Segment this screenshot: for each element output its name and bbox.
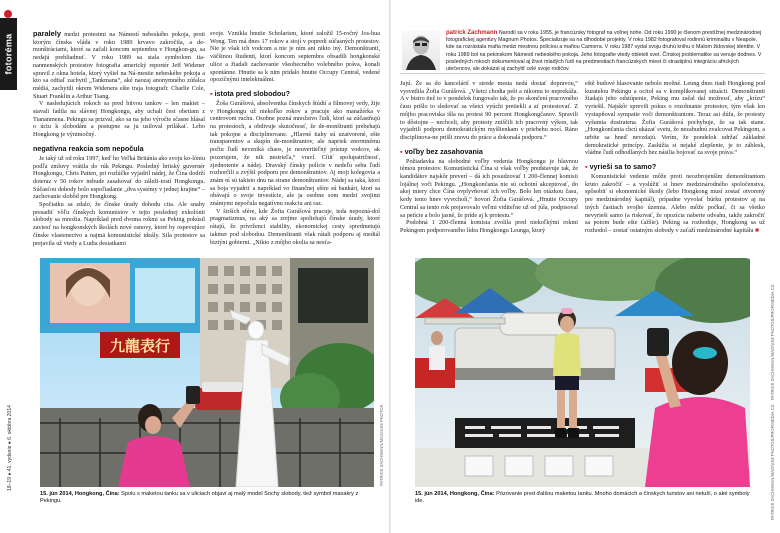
- lead-word: paralely: [33, 30, 61, 38]
- col2-paragraph-1: svoje. Vznikla hnutie Scholarism, ktoré založil 15-ročný Jos-hua Wong. Ten má dnes 17 rokov a stojí v popredí súčasných protestov. Nie je však ich vodcom a nie je ním ani nikto iný. Demonštranti, väčšinou študenti, ktorí koncom septembra obsadili hongkonské ulice a žiadali zachovanie všeobecného volebného práva, konali spontánne. Hnutie sa k nim pridalo hnutie Occupy Central, vedené opozičnými intelektuálmi.: [210, 30, 380, 84]
- section-tab: [0, 18, 17, 90]
- article-column-3: [400, 80, 578, 277]
- col3-paragraph-1: Jujú. Že sa do kancelárií v strede mesta nedá dostať dopravou,“ vysvetlila Žofia Gurášová. „Všetci chodia peši a nikomu to neprekáža. A v bistro tiež to v pondelok fungovalo tak, že po skončení pracovného času prišlo to sledovať sa všetci vyúchi pretiekli a ať protestovať. Z môjho pracoviska išla na protest 90 percent Hongkongčanov. Spravili to dôstojne – nechceli, aby protesty zniščili ich pracovný výkon, tak vyjadrili podporu demokratickým myšlienkam v priebehu nocí. Ráno disciplinova-ne prišli znovu do práce a dokonalá podporu.“: [400, 80, 578, 141]
- photographer-name: patrick Zachmann: [446, 30, 498, 36]
- article-column-4: [585, 80, 765, 277]
- photographer-byline: [400, 30, 765, 74]
- col3-paragraph-2: Požiadavka na slobodné voľby vedenia Hongkongu je hlavnou témou protestov. Komunistická Čína si však voľby predstavuje tak, že kandidátov najskôr preverí – dá ich posudzovať 1 200-člennej komisii lojálnej voči Pekingu. „Hongkončania nie sú ochotní akceptovať, do akej miery chce Čína ovplyvňovať ich voľby. Bolo len otázkou času, kedy tento hnev vyvrcholí,“ hovorí Žofia Gurášová. „Hnutie Occupy Central sa tento rok prejavovalo veľmi viditeľne už od júla, podpisoval sa petície a bolo jasné, že príde aj k protestu.“: [400, 157, 578, 219]
- section-dot-icon: [4, 10, 12, 18]
- col1-paragraph-3: Je taký už od roku 1997, keď ho Veľká Británia ako svoju ko-lóniu podľa zmluvy vrátila do rúk Pekingu. Posledný britský guvernér Hongkongu, Chris Patten, pri rozlúčke vyjadril nádej, že Čína dodrží doteraz v 50 rokov nebude zasahovať do záleži-tostí Hongkongu. Súčasťou dohody bolo uspoľiadanie „dva systémy v jednej krajine“ – zachovanie slobôd pre Hongkong.: [33, 154, 205, 201]
- photographer-bio: Narodil sa v roku 1955, je francúzsky fotograf na voľnej nohe. Od roku 1990 je členom prestížnej medzinárodnej fotografickej agentúry Magnum Photos. Špecializuje sa na dlhodobé projekty. V roku 1982 fotografoval rodinnú kriminalitu v Neapole, kde sa rozrástala mafia medzi mestnou políciou a mafiou Camorra. V roku 1987 vydal svoju druhú knihu o Malom židovskej identite. V roku 1989 bol na pekinskom Námestí nebeského pokoja. Jeho fotografie vtedy obleteli svet. Čínskej problematike sa venuje dodnes. V posledných rokoch dokumentoval aj život mladých ľudí na predmestiach francúzskych miest či strastiplnú integráciu afrických utečencov, ale dokázal aj zachytiť celé svoje rodičov.: [446, 30, 762, 73]
- article-column-1: [33, 30, 205, 277]
- col2-subheading: ▪ istota pred slobodou?: [210, 88, 291, 98]
- page-folio: 18–19 ● 41. vydanie ● 6. októbra 2014: [7, 405, 13, 491]
- col3-subheading: ▪ voľby bez zasahovania: [400, 146, 483, 156]
- col4-subheading: ▪ vyrieši sa to samo?: [585, 162, 657, 172]
- col4-paragraph-2: Komunistické vedenie môže proti neozbrojenším demonštrantom kruto zakročiť – a vyslúžiť si hnev medzinárodného spoločenstva, spôsobiť si ekonomické škody (lebo Hongkong musí zostať otvorený pre medzinárodný kapitál), prípadne vyvolať búrku protestov aj na iných častiach svojho územia. Alebo môže počkať, či sa všetko nevyrieši samo (a riskovať, že opozícia naberie odvahu, takže zakročiť sa potom bude ešte ťažšie). Peking sa rozhoduje, Hongkong sa už rozhodol – zostať ostatným slobody v zaťaží medzinárodné kapitálu ■: [585, 173, 765, 234]
- photo-hongkong-tank: [415, 258, 750, 487]
- shop-sign: 九龍表行: [109, 337, 171, 355]
- col1-paragraph-1: medzi protestmi na Námestí nebeského pokoja, proti ktorým čínska vláda v roku 1989 krvavo zakročila, a de-monštráciami, ktoré sa začali koncom septembra v Hongkon-gu, sa nedajú prehliadnuť. V roku 1989 sa stala symbolom tia-nanmenských protestov fotografia americký reportér Jeff Widener spravil z okna hotela, ktorý vyšiel na Ná-mestie nebeského pokoja a kto sa odtiaľ zachytil „Tankmana“, aké naozaj anonymného zúfalca médiá, zachytili okrem Widenera ešte traja fotografi: Charlie Cole, Stuart Franklin a Arthur Tsang.: [33, 31, 205, 100]
- photo-credit-right-bottom: PATRICK ZACHMANN/MAGNUM PHOTOS/PROFIMEDIA.CZ: [770, 404, 775, 520]
- col1-paragraph-2: V nasledujúcich rokoch sa pred bitvou tankov – len makiet – stavali fadila na slávnej Hongkongu, aby uchali čest obetiam z Tiananmena. Pekingu sa prizval, ako sa na jeho výročie sčasne hlásal o úctu k slobodám a postupne sa ju usiloval prilákať. Lebo Hongkong je výnimočný.: [33, 100, 205, 139]
- caption-right: 15. jún 2014, Hongkong, Čína: Pózovanie pred ďalšou maketou tanku. Mnoho domácich a čínskych turistov ani netuší, o aké symboly ide.: [415, 491, 750, 504]
- photo-hongkong-statue: [40, 258, 374, 487]
- col4-paragraph-1: eště budové hlasovanie nebolo možné. Leung dnes riadi Hongkong pod kuratelou Pekingu a ocitol sa v komplikovanej situácii. Demonštranti žiadajú jeho odstúpenie, Peking mu začal dal možnosť, aby „krízu“ vyriešil. Najskôr sprevili pokus o rozohnanie protestov, tým však len vystupňoval sympatie voči demonštrantom. Teraz asi dúfa, že protesty vyšumia dostratena. Žofia Gurášová pochybuje, že sa tak stane. „Hongkončania chcú ukázať svetu, že nezabudnú zvalcovat Pekingom, a urbite sa hneď nevzdajú. Verím, že pondelok udržať základné demokratické princípy. Zaslúžia si nejaké zlepšenie, je to záblesk, vládne ľudí odhodlaných bez násilia bojovať za svoje práva.“: [585, 80, 765, 157]
- photo-credit-right-top: PATRICK ZACHMANN/MAGNUM PHOTOS/PROFIMEDIA.CZ: [770, 284, 775, 400]
- article-column-2: [210, 30, 380, 277]
- page-gutter: [389, 0, 391, 533]
- col3-paragraph-3: Podobná 1 200-členná komisia zvolila pred niekoľkými rokmi Pekingom podporovaného lídra Hongkongu Leunga, ktorý: [400, 219, 578, 234]
- col1-paragraph-4: Spočiatku sa zdalo, že čínske úrady dohodu ctia. Ale snahy presadiť vôľu čínskych komunistov v tejto poslednej exkolónii slobody sa množia. Napríklad pred dvoma rokmi sa Peking pokúsil zaviesť na hongkonských školách nové osnovy, ktoré by ospevujúce čínske vlastenectvo a najmä komunistické ideály. Sila protestov sa prejavila už vtedy a Ludia desiatkami: [33, 201, 205, 247]
- col2-paragraph-3: V širších sfére, kde Žofia Gurášová pracuje, teda nepozná-dol pragmatizmus, na aký sa zrejme spoliehajú čínske úrady, ktoré rátajú, že prívrženci stability, ekonomickej cesty spredmetujú takmer pod slobodou. Demonštranti však rátali podporu aj mediál biztýni gobierni. „Nikto z môjho okolia sa nesťa-: [210, 207, 380, 246]
- col1-subheading: negatívna reakcia som nepočula: [33, 143, 144, 153]
- col2-paragraph-2: Žoša Gurášová, absolventka čínskych štúdií a filmovej vedy, žije v Hongkongu už niekoľko rokov a pracuje ako manažérka v centrovom ruchu. Osobne pozná množstvo ľudí, ktorí sa zúčastňujú na protestoch, a obdivuje skutočnosť, že de-monštranti prebehajú tak pokojne a disciplinovane. „Hlavné tiahy sú uzatvorené, ešte transparentov a skupín de-monštrantov, ale napriek enormnému počtu ľudí nevzniká chaos, je neuveriteľný prístup vodcov, ak pozorujem, že nik nestrieľa,“ vraví. Cítiť spolupatričnosť, zjednotenie a nádej. Dravský čínsky polície v nedeľu sebu ľudí rozhorčili a zvýšil podporu pre demonštrantov. Aj moji kolegovia a znám ní sú takisto dnu na strane demonštrantov. Nádej sa taká, ktorí sa boja vyjadriť a napríklad vo finančnej sfére sú bankári, ktorí sa obávajú o svoje investície, ale ja osobne som medzi svojimi známymi nepočula negatívnu reakciu ani raz.: [210, 99, 380, 208]
- photo-credit-left: PATRICK ZACHMANN/MAGNUM PHOTOS: [379, 404, 384, 486]
- caption-left: 15. jún 2014, Hongkong, Čína: Spolu s maketou tanku sa v uliciach objaví aj malý model Sochy slobody, tiež symbol masakry z Pekingu.: [40, 491, 359, 504]
- end-mark-icon: ■: [755, 226, 759, 234]
- section-label: fotoréma: [3, 33, 14, 75]
- photographer-portrait: [402, 30, 440, 70]
